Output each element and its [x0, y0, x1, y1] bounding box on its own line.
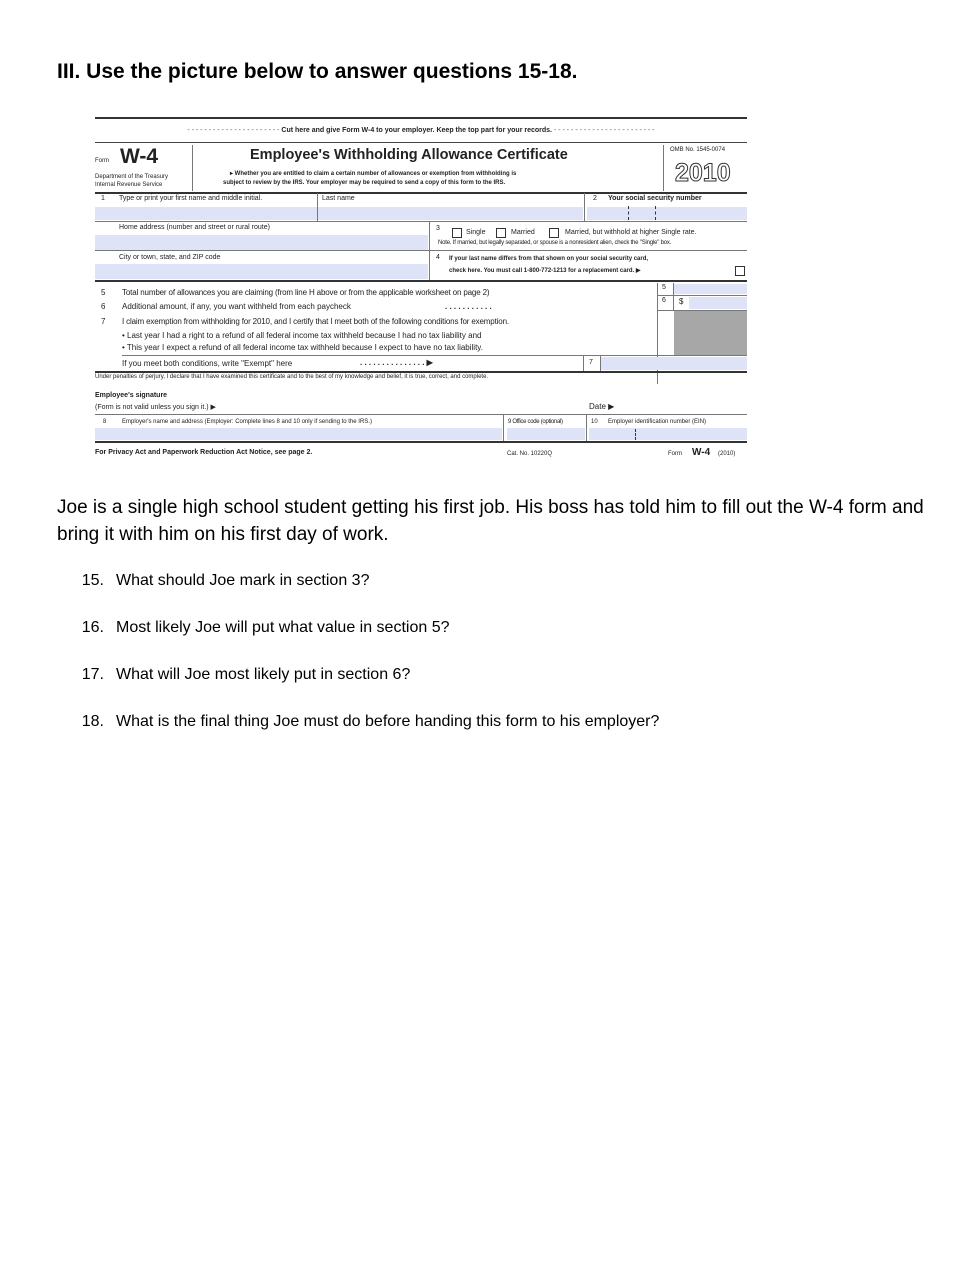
question-text: Most likely Joe will put what value in section 5?	[116, 619, 450, 636]
footer-form-label: Form	[668, 451, 682, 457]
privacy-notice: For Privacy Act and Paperwork Reduction Act Notice, see page 2.	[95, 449, 313, 456]
catalog-number: Cat. No. 10220Q	[507, 451, 553, 457]
signature-sublabel: (Form is not valid unless you sign it.) ▶	[95, 404, 216, 411]
line10-number: 10	[591, 419, 598, 425]
line6-dots: . . . . . . . . . . .	[445, 302, 492, 311]
line8-number: 8	[103, 419, 107, 425]
line3-number: 3	[436, 225, 440, 232]
last-name-label: Last name	[322, 195, 355, 202]
line6-number: 6	[101, 302, 106, 311]
city-label: City or town, state, and ZIP code	[119, 254, 221, 261]
ssn-label: Your social security number	[608, 195, 702, 202]
perjury-statement: Under penalties of perjury, I declare that I have examined this certificate and to the best of my knowledge and belief, it is true, correct, and complete.	[95, 374, 489, 380]
subtitle-line1: ▸ Whether you are entitled to claim a certain number of allowances or exemption from withholding is	[230, 171, 517, 177]
question-number: 15.	[81, 572, 104, 589]
line5-number: 5	[101, 288, 106, 297]
line4-number: 4	[436, 254, 440, 261]
married-label: Married	[511, 229, 535, 236]
married-higher-label: Married, but withhold at higher Single rate.	[565, 229, 697, 236]
line5-text: Total number of allowances you are claiming (from line H above or from the applicable worksheet on page 2)	[122, 288, 490, 297]
signature-label: Employee's signature	[95, 392, 168, 399]
question-text: What will Joe most likely put in section 6?	[116, 666, 411, 683]
exempt-text: If you meet both conditions, write "Exempt" here	[122, 359, 293, 368]
line4-text1: If your last name differs from that shown on your social security card,	[449, 256, 649, 262]
married-higher-checkbox[interactable]	[549, 228, 559, 238]
line6-dollar: $	[679, 297, 684, 306]
line10-label: Employer identification number (EIN)	[608, 419, 707, 425]
dept-line2: Internal Revenue Service	[95, 182, 163, 188]
question-number: 16.	[81, 619, 104, 636]
name-differs-checkbox[interactable]	[735, 266, 745, 276]
form-year: 2010	[675, 159, 731, 187]
cut-line: - - - - - - - - - - - - - - - - - - - - - - Cut here and give Form W-4 to your employer. Keep the top part for your records. - - - - - - - - - - - - - - - - - - - - - - - -	[187, 127, 655, 134]
line3-note: Note. If married, but legally separated, or spouse is a nonresident alien, check the "Single" box.	[438, 240, 672, 246]
question-number: 18.	[81, 713, 104, 730]
question-number: 17.	[81, 666, 104, 683]
line8-label: Employer's name and address (Employer: Complete lines 8 and 10 only if sending to the IRS.)	[122, 419, 372, 425]
single-label: Single	[466, 229, 486, 236]
line9-label: 9 Office code (optional)	[508, 419, 563, 425]
line7-text: I claim exemption from withholding for 2010, and I certify that I meet both of the following conditions for exemption.	[122, 317, 509, 326]
line4-text2: check here. You must call 1-800-772-1213 for a replacement card. ▶	[449, 268, 641, 274]
home-address-label: Home address (number and street or rural route)	[119, 224, 270, 231]
dept-line1: Department of the Treasury	[95, 174, 169, 180]
cut-text: Cut here and give Form W-4 to your employer. Keep the top part for your records.	[281, 127, 552, 134]
line6-text: Additional amount, if any, you want withheld from each paycheck	[122, 302, 351, 311]
form-title: Employee's Withholding Allowance Certificate	[250, 147, 568, 163]
subtitle-line2: subject to review by the IRS. Your employer may be required to send a copy of this form to the IRS.	[223, 180, 506, 186]
footer-form-number: W-4	[692, 447, 711, 458]
omb-number: OMB No. 1545-0074	[670, 147, 726, 153]
footer-year: (2010)	[718, 451, 736, 457]
section-heading: III. Use the picture below to answer questions 15-18.	[57, 60, 578, 83]
line2-number: 2	[593, 195, 597, 202]
date-label: Date ▶	[589, 402, 615, 411]
line7-bullet1: • Last year I had a right to a refund of all federal income tax withheld because I had no tax liability and	[122, 331, 482, 340]
question-text: What is the final thing Joe must do before handing this form to his employer?	[116, 713, 660, 730]
top-rule	[95, 117, 747, 119]
single-checkbox[interactable]	[452, 228, 462, 238]
line5-box-number: 5	[662, 284, 666, 291]
line7-box-number: 7	[589, 359, 593, 366]
married-checkbox[interactable]	[496, 228, 506, 238]
form-number: W-4	[120, 145, 159, 168]
scenario-paragraph: Joe is a single high school student getting his first job. His boss has told him to fill out the W-4 form and bring it with him on his first day of work.	[57, 497, 924, 545]
line1-label: Type or print your first name and middle initial.	[119, 195, 263, 202]
form-label: Form	[95, 158, 109, 164]
line7-bullet2: • This year I expect a refund of all federal income tax withheld because I expect to have no tax liability.	[122, 343, 483, 352]
question-text: What should Joe mark in section 3?	[116, 572, 370, 589]
exempt-dots: . . . . . . . . . . . . . . . ▶	[360, 358, 433, 367]
line1-number: 1	[101, 195, 105, 202]
line6-box-number: 6	[662, 297, 666, 304]
line7-number: 7	[101, 317, 106, 326]
w4-form-image	[95, 108, 747, 464]
